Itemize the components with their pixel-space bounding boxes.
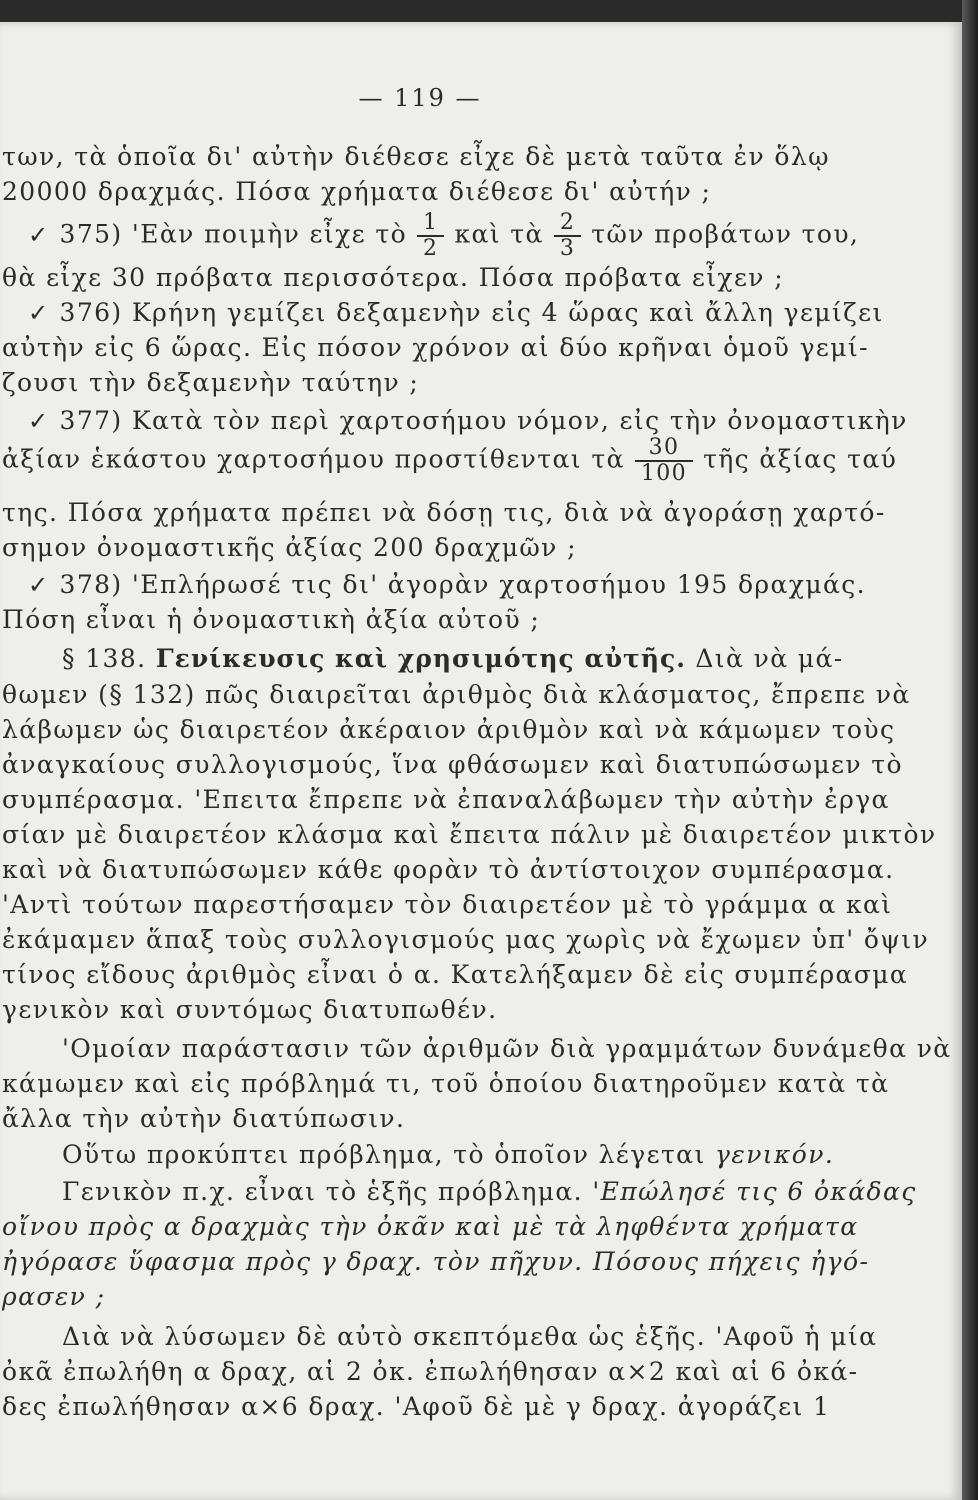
problem-text: 375) 'Εὰν ποιμὴν εἶχε τὸ bbox=[59, 219, 408, 249]
fraction-numerator: 1 bbox=[417, 211, 444, 237]
text-line: καὶ νὰ διατυπώσωμεν κάθε φορὰν τὸ ἀντίστοιχον συμπέρασμα. bbox=[2, 855, 895, 884]
text-line: ἄλλα τὴν αὐτὴν διατύπωσιν. bbox=[2, 1104, 406, 1133]
page-number: — 119 — bbox=[358, 84, 482, 112]
problem-text: τῶν προβάτων του, bbox=[591, 219, 860, 249]
checkmark-icon: ✓ bbox=[28, 299, 50, 327]
text-line bbox=[62, 1140, 834, 1170]
text-line: 'Ομοίαν παράστασιν τῶν ἀριθμῶν διὰ γραμμάτων δυνάμεθα νὰ bbox=[62, 1034, 952, 1063]
text-line: ὀκᾶ ἐπωλήθη α δραχ, αἱ 2 ὀκ. ἐπωλήθησαν α×2 καὶ αἱ 6 ὀκά- bbox=[2, 1357, 859, 1386]
problem-377 bbox=[28, 406, 908, 436]
scan-background-edge bbox=[962, 0, 978, 1500]
text-line: δες ἐπωλήθησαν α×6 δραχ. 'Αφοῦ δὲ μὲ γ δραχ. ἀγοράζει 1 bbox=[2, 1392, 831, 1421]
problem-375 bbox=[28, 211, 859, 261]
fraction-denominator: 3 bbox=[559, 236, 576, 261]
problem-text: 376) Κρήνη γεμίζει δεξαμενὴν εἰς 4 ὥρας καὶ ἄλλη γεμίζει bbox=[59, 298, 884, 327]
italic-problem-text: 'Επώλησέ τις 6 ὀκάδας bbox=[592, 1177, 917, 1206]
book-page bbox=[0, 22, 962, 1500]
italic-problem-text: οἴνου πρὸς α δραχμὰς τὴν ὀκᾶν καὶ μὲ τὰ ληφθέντα χρήματα bbox=[2, 1212, 859, 1241]
text-segment: Διὰ νὰ μά- bbox=[695, 644, 844, 673]
problem-378 bbox=[28, 570, 866, 600]
text-segment: Γενικὸν π.χ. εἶναι τὸ ἑξῆς πρόβλημα. bbox=[62, 1177, 583, 1206]
italic-problem-text: ρασεν ; bbox=[2, 1282, 106, 1311]
text-line: ἐκάμαμεν ἅπαξ τοὺς συλλογισμούς μας χωρὶς νὰ ἔχωμεν ὑπ' ὄψιν bbox=[2, 925, 930, 954]
text-line: τίνος εἴδους ἀριθμὸς εἶναι ὁ α. Κατελήξαμεν δὲ εἰς συμπέρασμα bbox=[2, 960, 909, 989]
text-line: κάμωμεν καὶ εἰς πρόβλημά τι, τοῦ ὁποίου διατηροῦμεν κατὰ τὰ bbox=[2, 1069, 890, 1098]
text-line: 20000 δραχμάς. Πόσα χρήματα διέθεσε δι' αὐτήν ; bbox=[2, 177, 712, 206]
text-line: λάβωμεν ὡς διαιρετέον ἀκέραιον ἀριθμὸν καὶ νὰ κάμωμεν τοὺς bbox=[2, 715, 896, 744]
checkmark-icon: ✓ bbox=[28, 407, 50, 435]
text-line: σίαν μὲ διαιρετέον κλάσμα καὶ ἔπειτα πάλιν μὲ διαιρετέον μικτὸν bbox=[2, 820, 937, 849]
text-line: ἀναγκαίους συλλογισμούς, ἵνα φθάσωμεν καὶ διατυπώσωμεν τὸ bbox=[2, 750, 903, 779]
section-number: § 138. bbox=[62, 644, 147, 673]
problem-text: 377) Κατὰ τὸν περὶ χαρτοσήμου νόμον, εἰς τὴν ὀνομαστικὴν bbox=[59, 406, 908, 435]
section-138-heading bbox=[62, 644, 844, 674]
fraction bbox=[417, 211, 444, 261]
problem-376 bbox=[28, 298, 884, 328]
text-line: αὐτὴν εἰς 6 ὥρας. Εἰς πόσον χρόνον αἱ δύο κρῆναι ὁμοῦ γεμί- bbox=[2, 333, 869, 362]
text-line: θὰ εἶχε 30 πρόβατα περισσότερα. Πόσα πρόβατα εἶχεν ; bbox=[2, 263, 785, 292]
text-line: σημον ὀνομαστικῆς ἀξίας 200 δραχμῶν ; bbox=[2, 533, 577, 562]
text-line: της. Πόσα χρήματα πρέπει νὰ δόσῃ τις, διὰ νὰ ἀγοράσῃ χαρτό- bbox=[2, 498, 886, 527]
checkmark-icon: ✓ bbox=[28, 220, 50, 249]
text-line: θωμεν (§ 132) πῶς διαιρεῖται ἀριθμὸς διὰ κλάσματος, ἔπρεπε νὰ bbox=[2, 680, 911, 709]
section-title: Γενίκευσις καὶ χρησιμότης αὐτῆς. bbox=[155, 644, 686, 673]
fraction-denominator: 100 bbox=[640, 461, 688, 486]
text-line: Πόση εἶναι ἡ ὀνομαστικὴ ἀξία αὐτοῦ ; bbox=[2, 605, 541, 634]
text-line bbox=[62, 1177, 917, 1207]
fraction-denominator: 2 bbox=[423, 236, 439, 261]
italic-term: γενικόν. bbox=[715, 1140, 835, 1169]
text-segment: τῆς ἀξίας ταύ bbox=[703, 444, 898, 474]
problem-text: καὶ τὰ bbox=[454, 219, 544, 249]
fraction bbox=[554, 211, 581, 261]
text-line: των, τὰ ὁποῖα δι' αὐτὴν διέθεσε εἶχε δὲ μετὰ ταῦτα ἐν ὅλῳ bbox=[2, 142, 830, 171]
fraction-numerator: 2 bbox=[554, 211, 581, 237]
italic-problem-text: ἠγόρασε ὕφασμα πρὸς γ δραχ. τὸν πῆχυν. Πόσους πήχεις ἠγό- bbox=[2, 1247, 870, 1276]
text-line: 'Αντὶ τούτων παρεστήσαμεν τὸν διαιρετέον μὲ τὸ γράμμα α καὶ bbox=[2, 890, 893, 919]
text-line: ζουσι τὴν δεξαμενὴν ταύτην ; bbox=[2, 368, 420, 397]
text-line: γενικὸν καὶ συντόμως διατυπωθέν. bbox=[2, 995, 498, 1024]
fraction-numerator: 30 bbox=[635, 436, 693, 462]
text-line: συμπέρασμα. 'Επειτα ἔπρεπε νὰ ἐπαναλάβωμεν τὴν αὐτὴν ἐργα bbox=[2, 785, 890, 814]
checkmark-icon: ✓ bbox=[28, 571, 50, 599]
text-line-with-fraction bbox=[2, 436, 897, 486]
problem-text: 378) 'Επλήρωσέ τις δι' ἀγορὰν χαρτοσήμου 195 δραχμάς. bbox=[59, 570, 867, 599]
text-segment: Οὕτω προκύπτει πρόβλημα, τὸ ὁποῖον λέγεται bbox=[62, 1140, 706, 1169]
fraction bbox=[635, 436, 693, 486]
text-line: Διὰ νὰ λύσωμεν δὲ αὐτὸ σκεπτόμεθα ὡς ἑξῆς. 'Αφοῦ ἡ μία bbox=[62, 1322, 878, 1351]
text-segment: ἀξίαν ἑκάστου χαρτοσήμου προστίθενται τὰ bbox=[2, 444, 625, 474]
